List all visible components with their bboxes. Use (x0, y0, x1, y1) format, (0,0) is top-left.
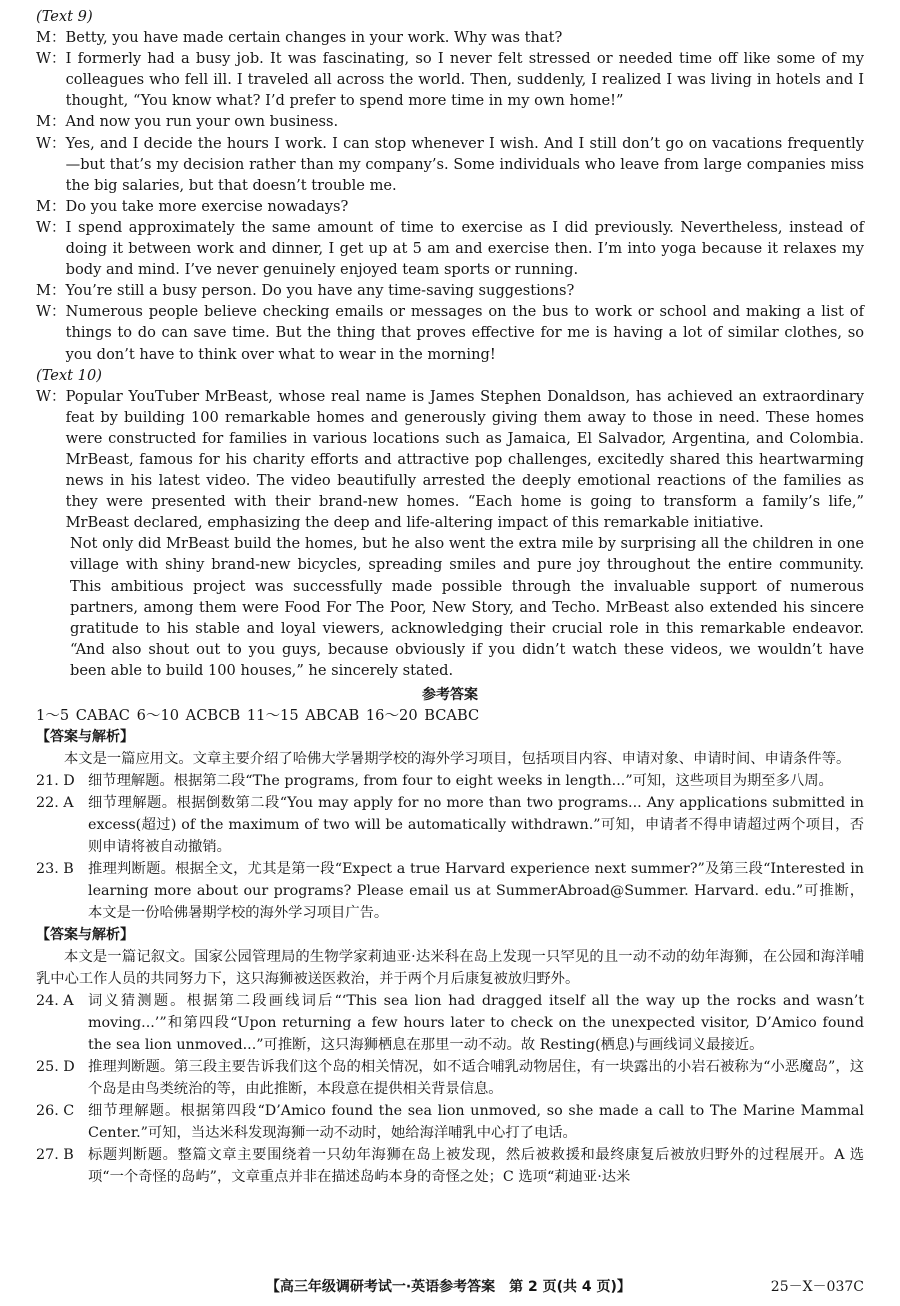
answer-number: 26. C (36, 1103, 75, 1119)
utterance: You’re still a busy person. Do you have any time-saving suggestions? (65, 282, 575, 300)
answer-item (36, 1056, 864, 1100)
speaker: M： (36, 29, 66, 47)
answer-item (36, 792, 864, 858)
dialogue-line (36, 48, 864, 111)
text9-dialogue (36, 27, 864, 365)
speaker: M： (36, 113, 66, 131)
section-intro: 本文是一篇应用文。文章主要介绍了哈佛大学暑期学校的海外学习项目，包括项目内容、申请对象、申请时间、申请条件等。 (64, 751, 851, 767)
answer-item (36, 770, 864, 792)
answer-number: 24. A (36, 993, 74, 1009)
text10-monologue (36, 386, 864, 534)
speaker: W： (36, 387, 66, 405)
section-intro: 本文是一篇记叙文。国家公园管理局的生物学家莉迪亚·达米科在岛上发现一只罕见的且一动不动的幼年海狮，在公园和海洋哺乳中心工作人员的共同努力下，这只海狮被送医救治，并于两个月后康复被放归野外。 (36, 949, 864, 987)
dialogue-line (36, 111, 864, 132)
dialogue-line (36, 27, 864, 48)
answer-explanation: 细节理解题。根据第四段“D’Amico found the sea lion unmoved, so she made a call to The Marine Mammal Center.”可知，当达米科发现海狮一动不动时，她给海洋哺乳中心打了电话。 (88, 1103, 864, 1141)
utterance: Yes, and I decide the hours I work. I can stop whenever I wish. And I still don’t go on vacations frequently—but that’s my decision rather than my company’s. Some individuals who leave from large companies miss the big salaries, but that doesn’t trouble me. (65, 134, 864, 194)
answer-item (36, 858, 864, 924)
speaker: M： (36, 197, 66, 215)
answer-explanation: 细节理解题。根据倒数第二段“You may apply for no more than two programs... Any applications submitted in excess(超过) of the maximum of two will be automatically withdrawn.”可知，申请者不得申请超过两个项目，否则申请将被自动撤销。 (88, 795, 864, 855)
section-heading: 【答案与解析】 (36, 729, 134, 745)
page-footer (36, 1276, 864, 1298)
answer-explanation: 词义猜测题。根据第二段画线词后“‘This sea lion had dragged itself all the way up the rocks and wasn’t moving...’”和第四段“Upon returning a few hours later to check on the unexpected visitor, D’Amico found the sea lion unmoved...”可推断，这只海狮栖息在那里一动不动。故 Resting(栖息)与画线词义最接近。 (88, 993, 864, 1053)
text9-label: (Text 9) (36, 8, 93, 25)
utterance: Numerous people believe checking emails or messages on the bus to work or school and making a list of things to do can save time. But the thing that proves effective for me is having a lot of similar clothes, so you don’t have to think over what to wear in the morning! (65, 303, 864, 363)
dialogue-line (36, 280, 864, 301)
utterance: I formerly had a busy job. It was fascinating, so I never felt stressed or needed time off like some of my colleagues who fell ill. I traveled all across the world. Then, suddenly, I realized I was living in hotels and I thought, “You know what? I’d prefer to spend more time in my own home!” (65, 50, 864, 110)
utterance: I spend approximately the same amount of time to exercise as I did previously. Nevertheless, instead of doing it between work and dinner, I get up at 5 am and exercise then. I’m into yoga because it relaxes my body and mind. I’ve never genuinely enjoyed team sports or running. (65, 218, 864, 279)
answer-explanation: 推理判断题。第三段主要告诉我们这个岛的相关情况，如不适合哺乳动物居住，有一块露出的小岩石被称为“小恶魔岛”，这个岛是由鸟类统治的等，由此推断，本段意在提供相关背景信息。 (88, 1059, 864, 1097)
answer-item (36, 1100, 864, 1144)
utterance: And now you run your own business. (65, 113, 339, 131)
answer-keys: 1～5 CABAC 6～10 ACBCB 11～15 ABCAB 16～20 BCABC (36, 707, 480, 724)
dialogue-line (36, 196, 864, 217)
utterance: Do you take more exercise nowadays? (65, 197, 349, 215)
answer-number: 21. D (36, 773, 75, 789)
answer-item (36, 1144, 864, 1188)
dialogue-line (36, 301, 864, 364)
footer-title: 【高三年级调研考试一·英语参考答案 第 2 页(共 4 页)】 (265, 1279, 631, 1295)
monologue-paragraph-2: Not only did MrBeast build the homes, but he also went the extra mile by surprising all the children in one village with shiny brand-new bicycles, spreading smiles and pure joy throughout the entire community. This ambitious project was successfully made possible through the invaluable support of numerous partners, among them were Food For The Poor, New Story, and Techo. MrBeast also extended his sincere gratitude to his stable and loyal viewers, acknowledging their crucial role in this remarkable endeavor. “And also shout out to you guys, because obviously if you didn’t watch these videos, we wouldn’t have been able to build 100 houses,” he sincerely stated. (70, 535, 864, 679)
answer-number: 23. B (36, 861, 74, 877)
analysis-section-2 (36, 924, 864, 1188)
answer-number: 22. A (36, 795, 74, 811)
section-heading: 【答案与解析】 (36, 927, 134, 943)
speaker: W： (36, 218, 66, 236)
answer-explanation: 推理判断题。根据全文，尤其是第一段“Expect a true Harvard experience next summer?”及第三段“Interested in learning more about our programs? Please email us at SummerAbroad@Summer. Harvard. edu.”可推断，本文是一份哈佛暑期学校的海外学习项目广告。 (88, 861, 864, 921)
text10-label: (Text 10) (36, 366, 102, 384)
speaker: W： (36, 134, 66, 152)
answer-explanation: 标题判断题。整篇文章主要围绕着一只幼年海狮在岛上被发现，然后被救援和最终康复后被放归野外的过程展开。A 选项“一个奇怪的岛屿”，文章重点并非在描述岛屿本身的奇怪之处；C 选项“莉迪亚·达米 (88, 1147, 864, 1185)
answer-number: 25. D (36, 1059, 75, 1075)
dialogue-line (36, 133, 864, 196)
answer-title: 参考答案 (422, 687, 478, 703)
analysis-section-1 (36, 726, 864, 924)
answer-item (36, 990, 864, 1056)
footer-code: 25－X－037C (770, 1279, 864, 1295)
answer-number: 27. B (36, 1147, 74, 1163)
utterance: Betty, you have made certain changes in your work. Why was that? (65, 29, 563, 47)
monologue-paragraph-1: Popular YouTuber MrBeast, whose real name is James Stephen Donaldson, has achieved an extraordinary feat by building 100 remarkable homes and generously giving them away to those in need. These homes were constructed for families in various locations such as Jamaica, El Salvador, Argentina, and Colombia. MrBeast, famous for his charity efforts and attractive pop challenges, excitedly shared this heartwarming news in his latest video. The video beautifully arrested the deeply emotional reactions of the families as they were presented with their brand-new homes. “Each home is going to transform a family’s life,” MrBeast declared, emphasizing the deep and life-altering impact of this remarkable initiative. (65, 387, 864, 532)
speaker: M： (36, 282, 66, 300)
answer-explanation: 细节理解题。根据第二段“The programs, from four to eight weeks in length...”可知，这些项目为期至多八周。 (88, 773, 833, 789)
speaker: W： (36, 303, 66, 321)
speaker: W： (36, 50, 66, 68)
dialogue-line (36, 217, 864, 280)
